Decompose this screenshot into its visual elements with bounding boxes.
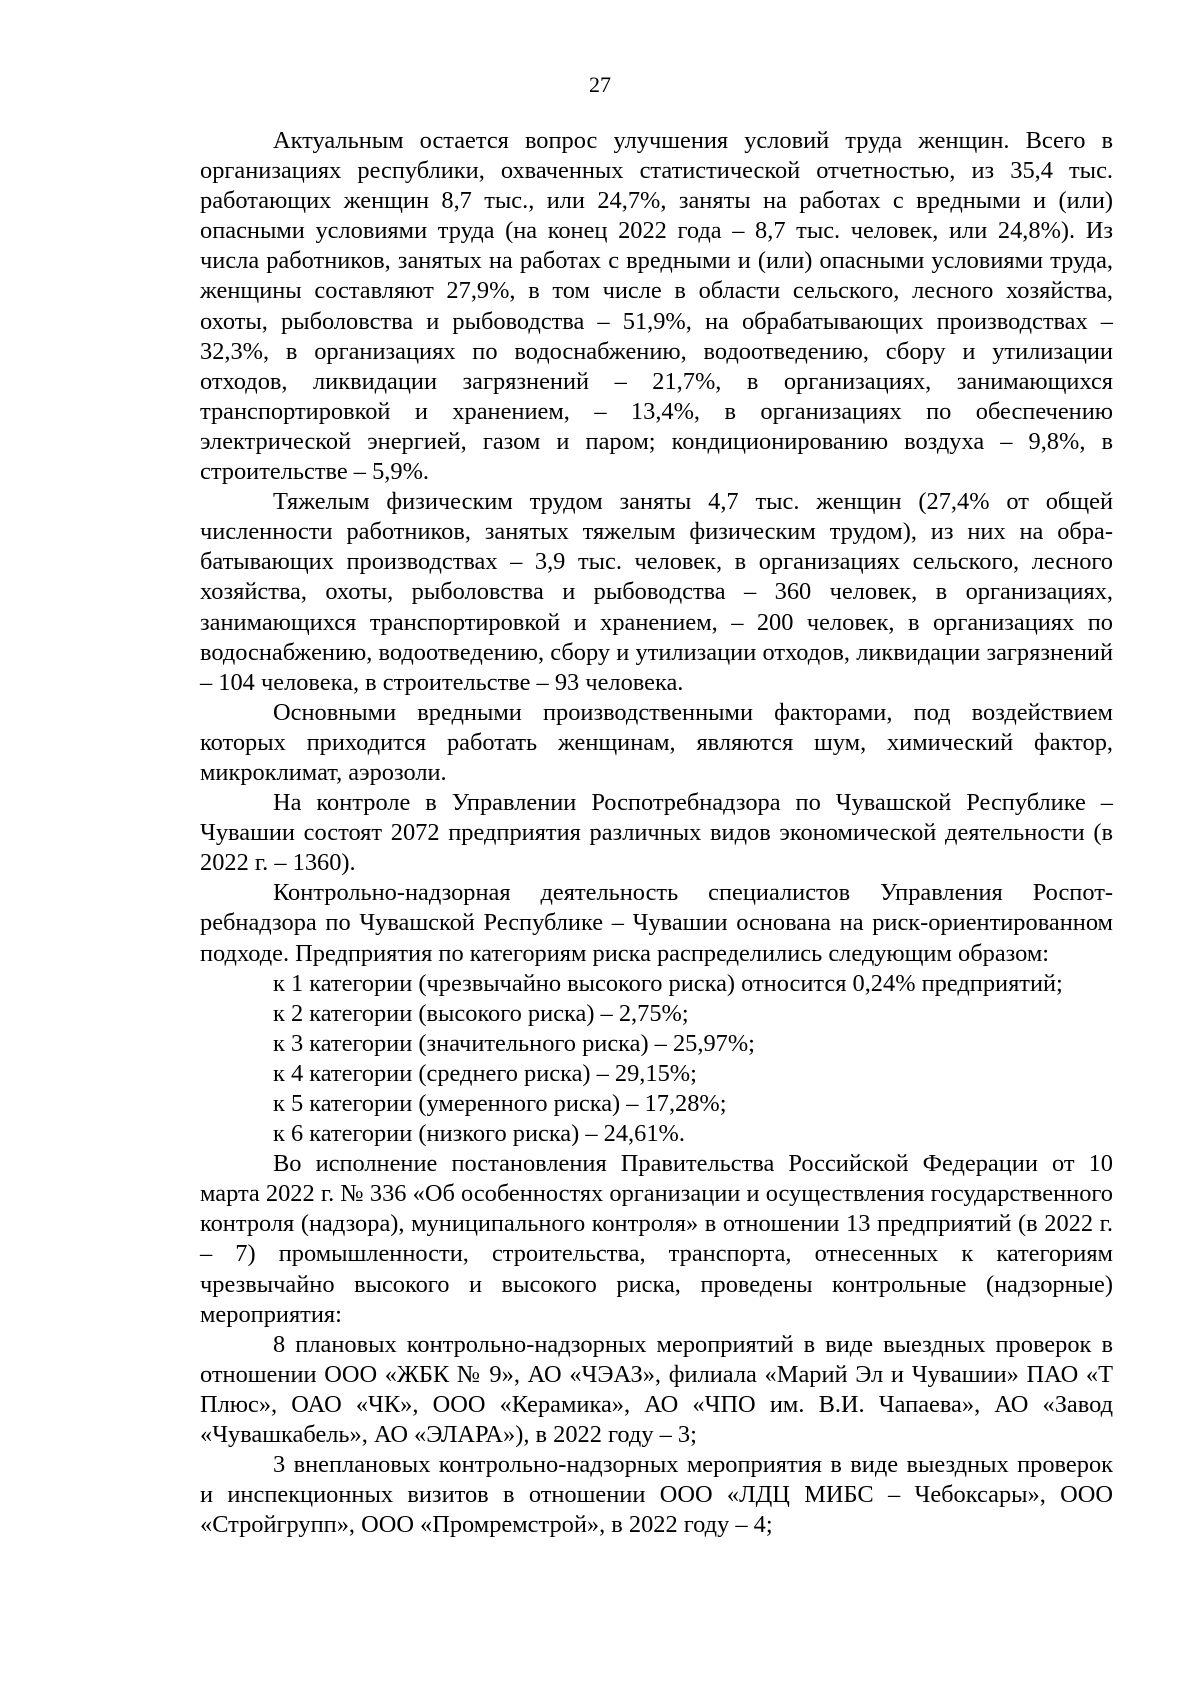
paragraph-planned-inspections: 8 плановых контрольно-надзорных мероприятий в виде выездных проверок в отношении ООО «ЖБК № 9», АО «ЧЭАЗ», филиала «Марий Эл и Чувашии» ПАО «Т Плюс», ОАО «ЧК», ООО «Керамика», АО «ЧПО им. В.И. Чапаева», АО «Завод «Чувашкабель», АО «ЭЛАРА»), в 2022 году – 3; bbox=[200, 1330, 1113, 1449]
list-item-risk-category-3: к 3 категории (значительного риска) – 25,97%; bbox=[273, 1029, 755, 1057]
paragraph-government-decree: Во исполнение постановления Правительства Российской Федерации от 10 марта 2022 г. № 336 «Об особенностях организации и осуществления государственного контроля (надзора), муниципального контроля» в отношении 13 предприятий (в 2022 г. – 7) промышленности, строительства, транспорта, отнесенных к категориям чрезвычайно высокого и высокого риска, проведены контрольные (надзорные) мероприятия: bbox=[200, 1150, 1113, 1328]
paragraph-women-hazardous-work: Актуальным остается вопрос улучшения условий труда женщин. Всего в организациях республики, охваченных статистической отчетностью, из 35,4 тыс. работающих женщин 8,7 тыс., или 24,7%, заняты на работах с вредными и (или) опасными условиями труда (на конец 2022 года – 8,7 тыс. человек, или 24,8%). Из числа работников, занятых на работах с вредными и (или) опасными условиями труда, женщины составляют 27,9%, в том числе в области сельского, лесного хозяйства, охоты, рыболовства и рыбоводства – 51,9%, на обрабатывающих производствах – 32,3%, в организациях по водоснабжению, водоотведению, сбору и утилизации отходов, ликвидации загрязнений – 21,7%, в организациях, занимающихся транспортировкой и хранением, – 13,4%, в организациях по обеспечению электрической энергией, газом и паром; кондиционированию воздуха – 9,8%, в строительстве – 5,9%. bbox=[200, 127, 1113, 486]
list-item-risk-category-2: к 2 категории (высокого риска) – 2,75%; bbox=[273, 999, 689, 1027]
document-body bbox=[200, 126, 1113, 1540]
paragraph-heavy-physical-labor: Тяжелым физическим трудом заняты 4,7 тыс. женщин (27,4% от общей численности работников, занятых тяжелым физическим трудом), из них на обрабатывающих производствах – 3,9 тыс. человек, в организациях сельского, лесного хозяйства, охоты, рыболовства и рыбоводства – 360 человек, в организациях, занимающихся транспортировкой и хранением, – 200 человек, в организациях по водоснабжению, водоотведению, сбору и утилизации отходов, ликвидации загрязнений – 104 человека, в строительстве – 93 человека. bbox=[200, 488, 1113, 696]
list-item-risk-category-4: к 4 категории (среднего риска) – 29,15%; bbox=[273, 1059, 697, 1087]
paragraph-risk-approach: Контрольно-надзорная деятельность специалистов Управления Роспотребнадзора по Чувашской Республике – Чувашии основана на риск-ориентированном подходе. Предприятия по категориям риска распределились следующим образом: bbox=[200, 879, 1113, 967]
paragraph-harmful-factors: Основными вредными производственными факторами, под воздействием которых приходится работать женщинам, являются шум, химический фактор, микроклимат, аэрозоли. bbox=[200, 698, 1113, 786]
paragraph-enterprises-under-control: На контроле в Управлении Роспотребнадзора по Чувашской Республике – Чувашии состоят 2072 предприятия различных видов экономической деятельности (в 2022 г. – 1360). bbox=[200, 789, 1113, 877]
page-number: 27 bbox=[589, 72, 611, 97]
list-item-risk-category-5: к 5 категории (умеренного риска) – 17,28%; bbox=[273, 1090, 727, 1117]
list-item-risk-category-6: к 6 категории (низкого риска) – 24,61%. bbox=[273, 1120, 685, 1148]
paragraph-unplanned-inspections: 3 внеплановых контрольно-надзорных мероприятия в виде выездных проверок и инспекционных визитов в отношении ООО «ЛДЦ МИБС – Чебоксары», ООО «Стройгрупп», ООО «Промремстрой», в 2022 году – 4; bbox=[200, 1451, 1113, 1539]
list-item-risk-category-1: к 1 категории (чрезвычайно высокого риска) относится 0,24% предприятий; bbox=[273, 969, 1063, 997]
